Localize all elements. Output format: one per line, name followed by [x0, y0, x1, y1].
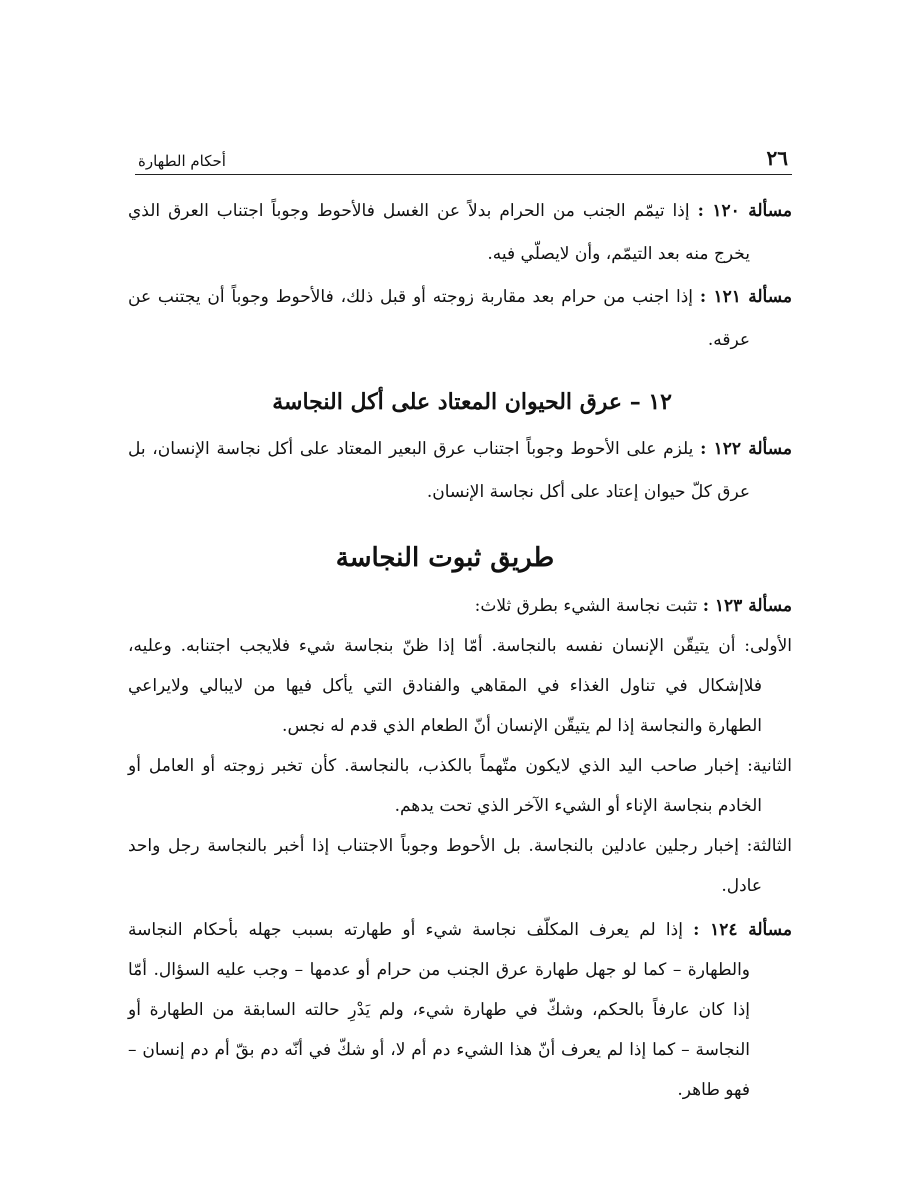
issue-123-second: الثانية: إخبار صاحب اليد الذي لايكون متّهماً بالكذب، بالنجاسة. كأن تخبر زوجته أو العامل أو الخادم بنجاسة الإناء أو الشيء الآخر الذي تحت يدهم.: [128, 756, 792, 816]
section-12-title: ١٢ – عرق الحيوان المعتاد على أكل النجاسة: [272, 389, 672, 415]
section-12-heading: [128, 382, 792, 422]
issue-123: [128, 586, 792, 626]
issue-123-first: الأولى: أن يتيقّن الإنسان نفسه بالنجاسة. أمّا إذا ظنّ بنجاسة شيء فلايجب اجتنابه. وعليه، فلاإشكال في تناول الغذاء في المقاهي والفنادق التي يأكل فيها من لايبالي ولايراعي الطهارة والنجاسة إذا لم يتيقّن الإنسان أنّ الطعام الذي قدم له نجس.: [128, 636, 792, 736]
issue-124: [128, 910, 792, 1110]
issue-121-label: مسألة ١٢١ :: [699, 287, 792, 307]
issue-120: [128, 190, 792, 276]
issue-123-third: الثالثة: إخبار رجلين عادلين بالنجاسة. بل الأحوط وجوباً الاجتناب إذا أخبر بالنجاسة رجل واحد عادل.: [128, 836, 792, 896]
header-rule: [135, 174, 792, 175]
issue-123-text: تثبت نجاسة الشيء بطرق ثلاث:: [474, 596, 698, 616]
issue-122: [128, 428, 792, 514]
issue-121-text: إذا اجنب من حرام بعد مقاربة زوجته أو قبل ذلك، فالأحوط وجوباً أن يجتنب عن عرقه.: [128, 287, 750, 350]
issue-122-label: مسألة ١٢٢ :: [700, 439, 792, 459]
section-proof-title: طريق ثبوت النجاسة: [335, 543, 555, 573]
issue-120-label: مسألة ١٢٠ :: [697, 201, 792, 221]
issue-124-label: مسألة ١٢٤ :: [693, 920, 792, 940]
page-body: [128, 190, 792, 1110]
issue-120-text: إذا تيمّم الجنب من الحرام بدلاً عن الغسل فالأحوط وجوباً اجتناب العرق الذي يخرج منه بعد التيمّم، وأن لايصلّي فيه.: [128, 201, 750, 264]
issue-124-text: إذا لم يعرف المكلّف نجاسة شيء أو طهارته بسبب جهله بأحكام النجاسة والطهارة – كما لو جهل طهارة عرق الجنب من حرام أو عدمها – وجب عليه السؤال. أمّا إذا كان عارفاً بالحكم، وشكّ في طهارة شيء، ولم يَدْرِ حالته السابقة من الطهارة أو النجاسة – كما إذا لم يعرف أنّ هذا الشيء دم أم لا، أو شكّ في أنّه دم بقّ أم دم إنسان – فهو طاهر.: [128, 920, 750, 1100]
page-header: [138, 146, 788, 170]
issue-121: [128, 276, 792, 362]
running-title: أحكام الطهارة: [138, 152, 226, 170]
section-proof-heading: [128, 534, 792, 582]
issue-123-label: مسألة ١٢٣ :: [702, 596, 792, 616]
page-number: ٢٦: [766, 146, 788, 170]
issue-122-text: يلزم على الأحوط وجوباً اجتناب عرق البعير المعتاد على أكل نجاسة الإنسان، بل عرق كلّ حيوان إعتاد على أكل نجاسة الإنسان.: [128, 439, 750, 502]
